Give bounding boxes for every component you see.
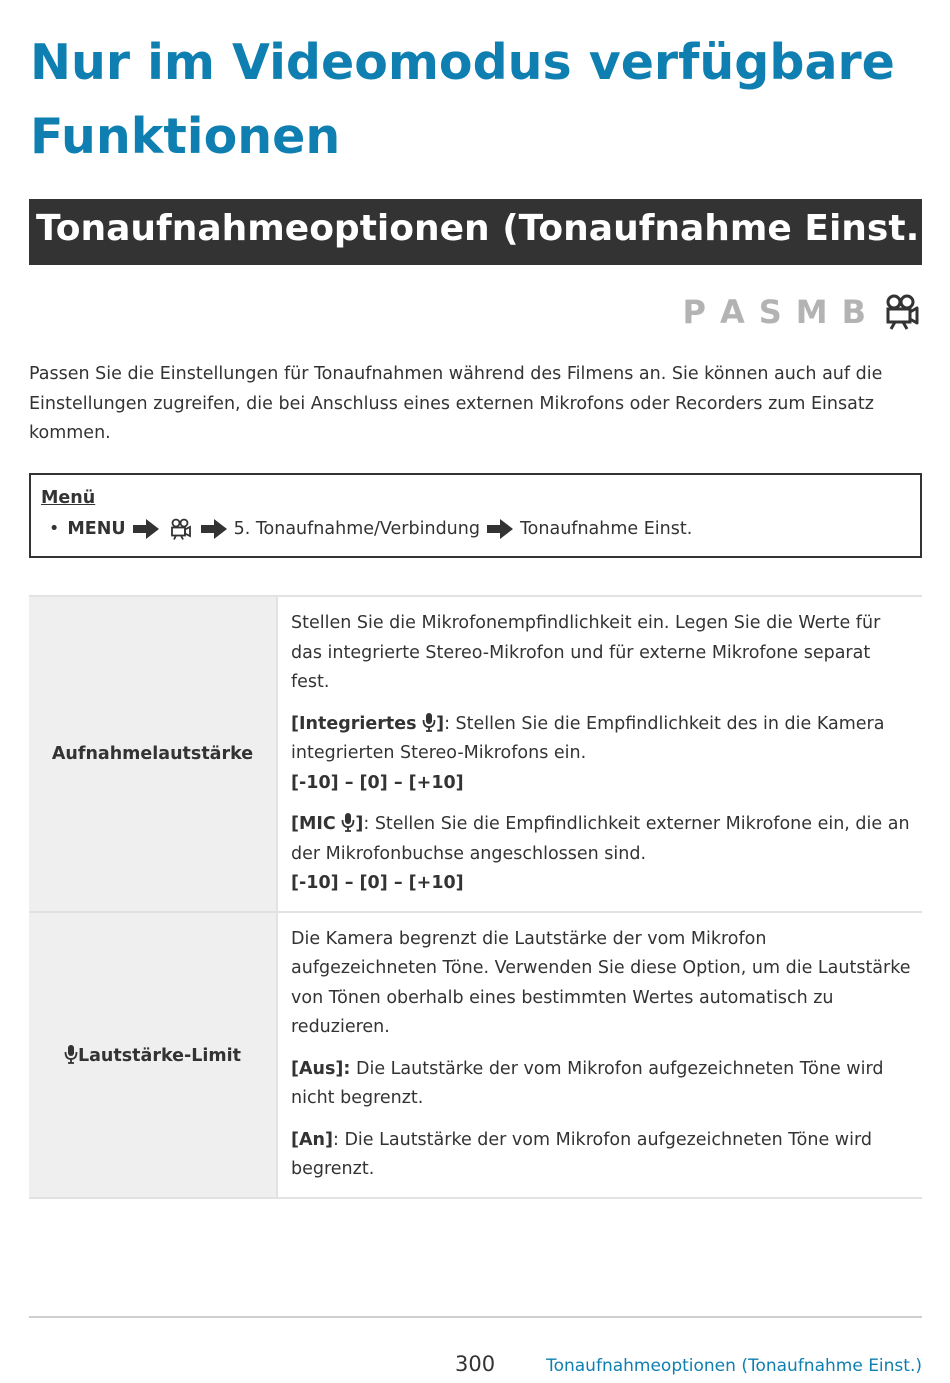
right-arrow-icon	[487, 519, 513, 539]
microphone-icon	[422, 712, 436, 732]
option-label: [MIC	[291, 814, 336, 834]
movie-menu-icon	[168, 518, 192, 540]
footer-section-link[interactable]: Tonaufnahmeoptionen (Tonaufnahme Einst.)	[546, 1356, 922, 1376]
page-number: 300	[455, 1352, 496, 1376]
mode-s: S	[758, 293, 782, 331]
option-off	[291, 1055, 912, 1114]
menu-item: Tonaufnahme Einst.	[519, 519, 693, 539]
microphone-icon	[341, 812, 355, 832]
option-text: : Die Lautstärke der vom Mikrofon aufgezeichneten Töne wird begrenzt.	[291, 1129, 872, 1179]
option-label: [Aus]:	[291, 1058, 351, 1079]
section-title: Tonaufnahmeoptionen (Tonaufnahme Einst.)	[29, 199, 922, 265]
option-integrated	[291, 710, 912, 799]
microphone-icon	[64, 1044, 78, 1064]
mode-a: A	[719, 293, 745, 331]
option-label-end: ]	[436, 713, 445, 734]
row-description	[277, 596, 922, 912]
mode-b: B	[841, 293, 866, 331]
page-title: Nur im Videomodus verfügbare Funktionen	[30, 34, 895, 165]
row-label: Lautstärke-Limit	[77, 1045, 242, 1066]
option-text: : Stellen Sie die Empfindlichkeit externer Mikrofone ein, die an der Mikrofonbuchse angeschlossen sind.	[291, 814, 910, 864]
table-row	[29, 596, 922, 912]
row-label: Aufnahmelautstärke	[29, 596, 277, 912]
intro-text: Passen Sie die Einstellungen für Tonaufnahmen während des Filmens an. Sie können auch auf die Einstellungen zugreifen, die bei Anschluss eines externen Mikrofons oder Recorders zum Einsatz kommen.	[29, 364, 883, 443]
row-description	[277, 912, 922, 1198]
right-arrow-icon	[201, 519, 227, 539]
option-label: [Integriertes	[291, 713, 417, 734]
settings-table	[29, 595, 922, 1199]
mode-p: P	[682, 293, 706, 331]
option-range: [-10] – [0] – [+10]	[291, 873, 464, 893]
shooting-modes	[683, 290, 921, 334]
movie-camera-icon	[882, 293, 920, 331]
right-arrow-icon	[133, 519, 159, 539]
option-text: Die Lautstärke der vom Mikrofon aufgezeichneten Töne wird nicht begrenzt.	[291, 1058, 884, 1108]
row-label-cell	[29, 912, 277, 1198]
option-range: [-10] – [0] – [+10]	[291, 772, 464, 793]
option-label: [An]	[291, 1129, 333, 1150]
menu-step: 5. Tonaufnahme/Verbindung	[233, 519, 480, 539]
menu-bullet: •	[49, 519, 60, 539]
row-intro: Die Kamera begrenzt die Lautstärke der vom Mikrofon aufgezeichneten Töne. Verwenden Sie diese Option, um die Lautstärke von Tönen oberhalb eines bestimmten Wertes automatisch zu reduzieren.	[291, 928, 911, 1037]
option-text: : Stellen Sie die Empfindlichkeit des in die Kamera integrierten Stereo-Mikrofons ein.	[291, 713, 885, 763]
menu-box	[29, 473, 922, 558]
footer-divider	[29, 1316, 922, 1318]
option-on	[291, 1126, 912, 1185]
menu-key: MENU	[67, 519, 126, 539]
option-label-end: ]	[355, 814, 364, 834]
option-mic	[291, 810, 912, 899]
menu-path	[41, 514, 920, 544]
menu-heading: Menü	[41, 488, 96, 508]
row-intro: Stellen Sie die Mikrofonempfindlichkeit ein. Legen Sie die Werte für das integrierte Stereo-Mikrofon und für externe Mikrofone separat fest.	[291, 613, 881, 692]
mode-m: M	[795, 293, 828, 331]
table-row	[29, 912, 922, 1198]
